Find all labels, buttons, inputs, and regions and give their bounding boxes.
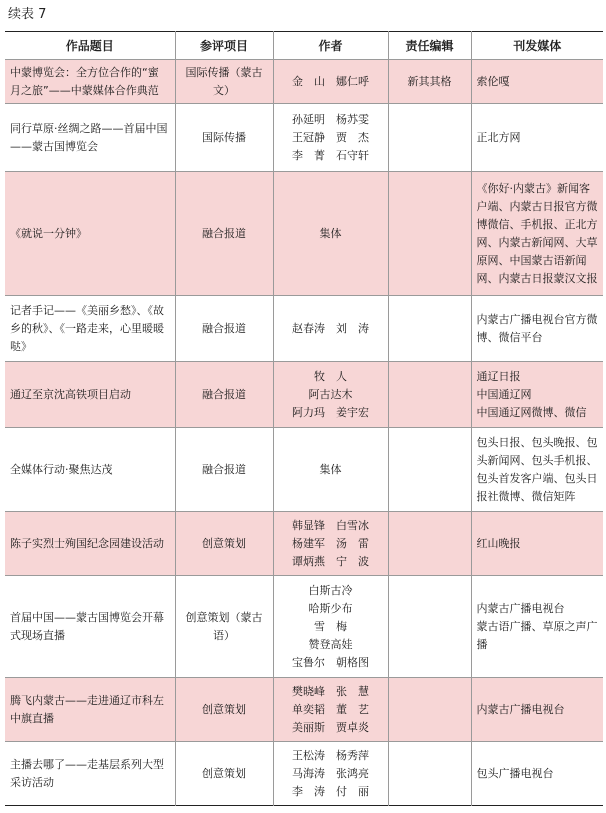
cell-media: 包头日报、包头晚报、包头新闻网、包头手机报、包头首发客户端、包头日报社微博、微信矩阵 [471,428,603,512]
cell-media: 《你好·内蒙古》新闻客户端、内蒙古日报官方微博微信、手机报、正北方网、内蒙古新闻网、大草原网、中国蒙古语新闻网、内蒙古日报蒙汉文报 [471,172,603,296]
cell-media: 内蒙古广播电视台官方微博、微信平台 [471,296,603,362]
table-row [5,742,603,806]
cell-author: 孙延明 杨苏雯 王冠静 贾 杰 李 菁 石守轩 [273,104,388,172]
cell-title: 同行草原·丝绸之路——首届中国——蒙古国博览会 [5,104,175,172]
cell-title: 首届中国——蒙古国博览会开幕式现场直播 [5,576,175,678]
cell-category: 融合报道 [175,296,273,362]
cell-author: 金 山 娜仁呼 [273,60,388,104]
cell-category: 融合报道 [175,428,273,512]
cell-author: 韩显锋 白雪冰 杨建军 汤 雷 谭炳燕 宁 波 [273,512,388,576]
cell-author: 白斯古冷 哈斯少布 雪 梅 赞登高娃 宝鲁尔 朝格图 [273,576,388,678]
cell-title: 全媒体行动·聚焦达茂 [5,428,175,512]
cell-title: 《就说一分钟》 [5,172,175,296]
awards-table [5,31,603,806]
cell-editor [388,104,471,172]
cell-editor [388,362,471,428]
cell-author: 集体 [273,172,388,296]
cell-author: 赵春涛 刘 涛 [273,296,388,362]
header-title: 作品题目 [5,32,175,60]
cell-editor [388,428,471,512]
cell-category: 创意策划 [175,742,273,806]
cell-title: 腾飞内蒙古——走进通辽市科左中旗直播 [5,678,175,742]
header-author: 作者 [273,32,388,60]
table-row [5,512,603,576]
cell-category: 创意策划（蒙古语） [175,576,273,678]
cell-editor [388,576,471,678]
cell-category: 国际传播（蒙古文） [175,60,273,104]
table-row [5,678,603,742]
table-row [5,60,603,104]
cell-title: 记者手记——《美丽乡愁》、《故乡的秋》、《一路走来，心里暖暖哒》 [5,296,175,362]
cell-category: 融合报道 [175,172,273,296]
header-editor: 责任编辑 [388,32,471,60]
cell-title: 主播去哪了——走基层系列大型采访活动 [5,742,175,806]
header-row [5,32,603,60]
cell-author: 樊晓峰 张 慧 单奕韬 董 艺 美丽斯 贾卓炎 [273,678,388,742]
cell-media: 红山晚报 [471,512,603,576]
cell-editor [388,742,471,806]
cell-editor [388,678,471,742]
cell-media: 内蒙古广播电视台 [471,678,603,742]
table-caption: 续表 7 [8,7,47,22]
cell-editor [388,172,471,296]
cell-title: 中蒙博览会：全方位合作的“蜜月之旅”——中蒙媒体合作典范 [5,60,175,104]
cell-media: 内蒙古广播电视台 蒙古语广播、草原之声广播 [471,576,603,678]
c-media: 通辽日报 中国通辽网 中国通辽网微博、微信 [471,362,603,428]
cell-media: 正北方网 [471,104,603,172]
cell-author: 牧 人 阿古达木 阿力玛 姜宇宏 [273,362,388,428]
table-row [5,428,603,512]
cell-editor [388,296,471,362]
table-row [5,172,603,296]
table-row [5,296,603,362]
table-row [5,362,603,428]
cell-category: 创意策划 [175,512,273,576]
cell-title: 陈子实烈士殉国纪念园建设活动 [5,512,175,576]
table-row [5,104,603,172]
cell-category: 融合报道 [175,362,273,428]
cell-category: 创意策划 [175,678,273,742]
header-category: 参评项目 [175,32,273,60]
cell-category: 国际传播 [175,104,273,172]
cell-media: 索伦嘎 [471,60,603,104]
header-media: 刊发媒体 [471,32,603,60]
cell-editor [388,512,471,576]
cell-editor: 新其其格 [388,60,471,104]
cell-media: 包头广播电视台 [471,742,603,806]
cell-author: 集体 [273,428,388,512]
table-row [5,576,603,678]
cell-title: 通辽至京沈高铁项目启动 [5,362,175,428]
cell-author: 王松涛 杨秀萍 马海涛 张鸿亮 李 涛 付 丽 [273,742,388,806]
